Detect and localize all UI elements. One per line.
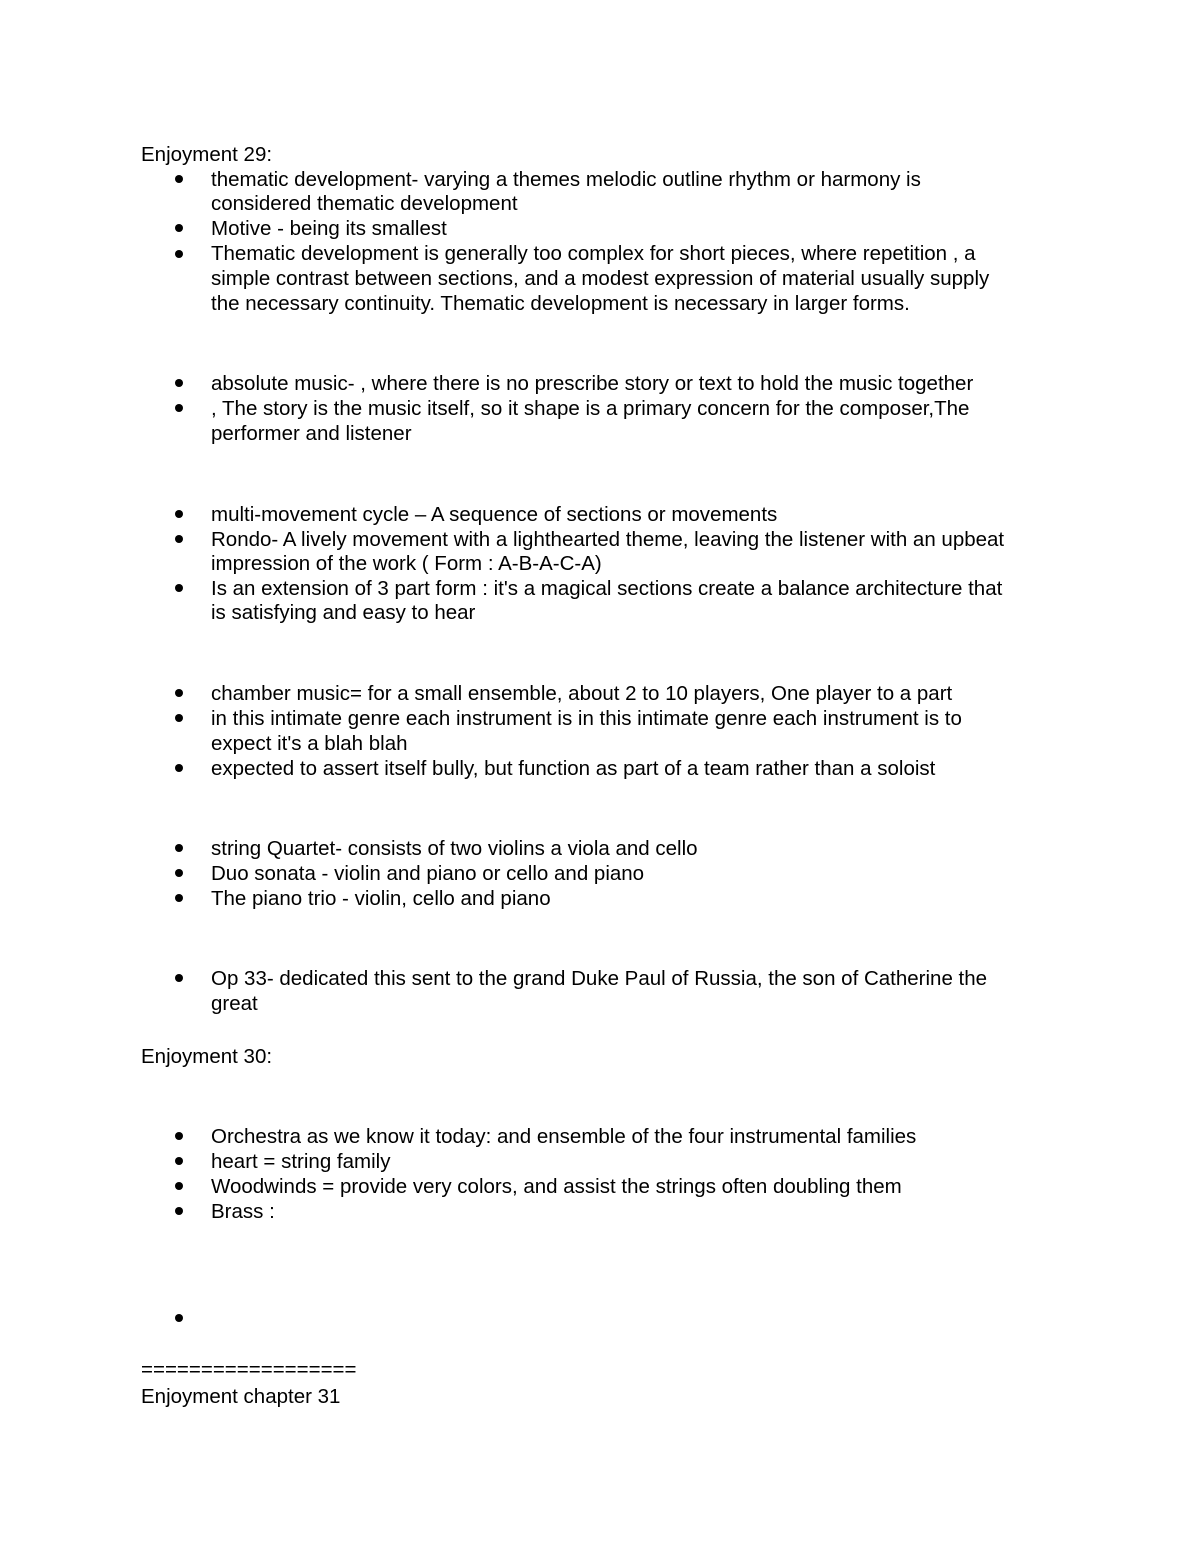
list-item-text: Motive - being its smallest <box>211 217 447 240</box>
list-item-text: The piano trio - violin, cello and piano <box>211 887 551 910</box>
list-item-text: the necessary continuity. Thematic development is necessary in larger forms. <box>211 292 910 315</box>
section-separator: ================== <box>141 1358 357 1381</box>
list-item-text: , The story is the music itself, so it shape is a primary concern for the composer,The <box>211 397 970 420</box>
bullet-icon <box>175 974 183 982</box>
bullet-icon <box>175 175 183 183</box>
bullet-icon <box>175 584 183 592</box>
list-item-text: Brass : <box>211 1200 275 1223</box>
list-item-text: absolute music- , where there is no prescribe story or text to hold the music together <box>211 372 974 395</box>
bullet-icon <box>175 1314 183 1322</box>
bullet-icon <box>175 1157 183 1165</box>
list-item-text: string Quartet- consists of two violins a viola and cello <box>211 837 698 860</box>
list-item-text: in this intimate genre each instrument is in this intimate genre each instrument is to <box>211 707 962 730</box>
section-heading-29: Enjoyment 29: <box>141 143 273 166</box>
bullet-icon <box>175 894 183 902</box>
bullet-icon <box>175 510 183 518</box>
list-item-text: performer and listener <box>211 422 412 445</box>
list-item-text: Duo sonata - violin and piano or cello and piano <box>211 862 645 885</box>
list-item-text: thematic development- varying a themes melodic outline rhythm or harmony is <box>211 168 921 191</box>
list-item-text: great <box>211 992 258 1015</box>
bullet-icon <box>175 764 183 772</box>
list-item-text: Op 33- dedicated this sent to the grand Duke Paul of Russia, the son of Catherine the <box>211 967 988 990</box>
bullet-icon <box>175 869 183 877</box>
list-item-text: heart = string family <box>211 1150 391 1173</box>
list-item-text: impression of the work ( Form : A-B-A-C-A) <box>211 552 602 575</box>
list-item-text: chamber music= for a small ensemble, about 2 to 10 players, One player to a part <box>211 682 953 705</box>
bullet-icon <box>175 689 183 697</box>
bullet-icon <box>175 1207 183 1215</box>
list-item-text: Thematic development is generally too complex for short pieces, where repetition , a <box>211 242 976 265</box>
bullet-icon <box>175 1132 183 1140</box>
bullet-icon <box>175 250 183 258</box>
bullet-icon <box>175 224 183 232</box>
bullet-icon <box>175 714 183 722</box>
list-item-text: simple contrast between sections, and a modest expression of material usually supply <box>211 267 990 290</box>
list-item-text: Rondo- A lively movement with a lighthearted theme, leaving the listener with an upbeat <box>211 528 1005 551</box>
list-item-text: expected to assert itself bully, but function as part of a team rather than a soloist <box>211 757 936 780</box>
list-item-text: is satisfying and easy to hear <box>211 601 476 624</box>
section-heading-30: Enjoyment 30: <box>141 1045 273 1068</box>
bullet-icon <box>175 379 183 387</box>
list-item-text: Orchestra as we know it today: and ensemble of the four instrumental families <box>211 1125 917 1148</box>
list-item-text: multi-movement cycle – A sequence of sections or movements <box>211 503 778 526</box>
list-item-text: considered thematic development <box>211 192 518 215</box>
list-item-text: expect it's a blah blah <box>211 732 408 755</box>
bullet-icon <box>175 1182 183 1190</box>
list-item-text: Is an extension of 3 part form : it's a magical sections create a balance architecture that <box>211 577 1003 600</box>
list-item-text: Woodwinds = provide very colors, and assist the strings often doubling them <box>211 1175 902 1198</box>
bullet-icon <box>175 404 183 412</box>
bullet-icon <box>175 844 183 852</box>
chapter-heading: Enjoyment chapter 31 <box>141 1385 341 1408</box>
bullet-icon <box>175 535 183 543</box>
